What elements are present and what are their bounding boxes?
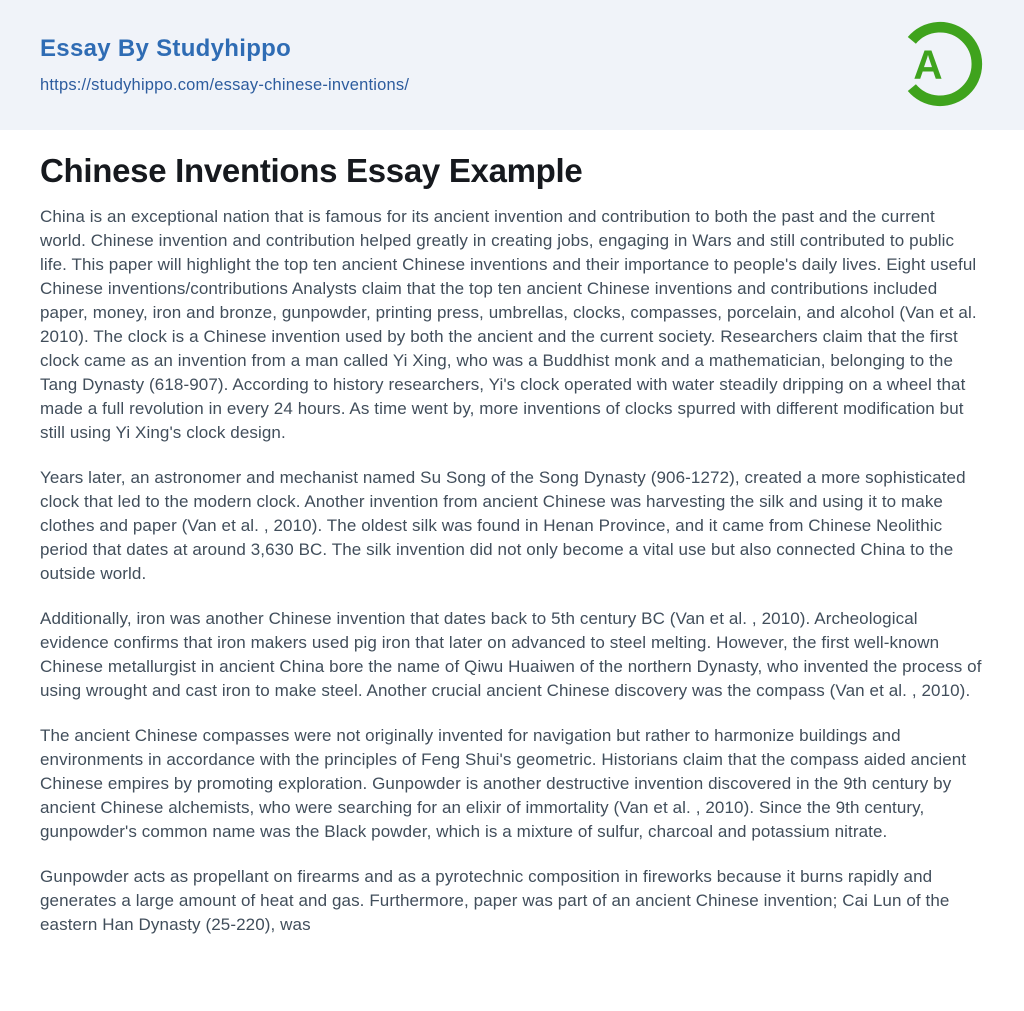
studyhippo-logo-icon xyxy=(894,18,986,110)
logo-letter: A xyxy=(913,41,943,88)
essay-paragraph-1: China is an exceptional nation that is famous for its ancient invention and contribution to both the past and the current world. Chinese invention and contribution helped greatly in creating jobs, engaging in Wars and still contributed to public life. This paper will highlight the top ten ancient Chinese inventions and their importance to people's daily lives. Eight useful Chinese inventions/contributions Analysts claim that the top ten ancient Chinese inventions and contributions included paper, money, iron and bronze, gunpowder, printing press, umbrellas, clocks, compasses, porcelain, and alcohol (Van et al. 2010). The clock is a Chinese invention used by both the ancient and the current society. Researchers claim that the first clock came as an invention from a man called Yi Xing, who was a Buddhist monk and a mathematician, belonging to the Tang Dynasty (618-907). According to history researchers, Yi's clock operated with water steadily dripping on a wheel that made a full revolution in every 24 hours. As time went by, more inventions of clocks spurred with different modification but still using Yi Xing's clock design. xyxy=(40,206,977,442)
essay-paragraph-4: The ancient Chinese compasses were not originally invented for navigation but rather to harmonize buildings and environments in accordance with the principles of Feng Shui's geometric. Historians claim that the compass aided ancient Chinese empires by promoting exploration. Gunpowder is another destructive invention discovered in the 9th century by ancient Chinese alchemists, who were searching for an elixir of immortality (Van et al. , 2010). Since the 9th century, gunpowder's common name was the Black powder, which is a mixture of sulfur, charcoal and potassium nitrate. xyxy=(40,725,967,841)
essay-paragraph-3: Additionally, iron was another Chinese invention that dates back to 5th century BC (Van et al. , 2010). Archeological evidence confirms that iron makers used pig iron that later on advanced to steel melting. However, the first well-known Chinese metallurgist in ancient China bore the name of Qiwu Huaiwen of the northern Dynasty, who invented the process of using wrought and cast iron to make steel. Another crucial ancient Chinese discovery was the compass (Van et al. , 2010). xyxy=(40,608,982,700)
essay-paragraph-2: Years later, an astronomer and mechanist named Su Song of the Song Dynasty (906-1272), created a more sophisticated clock that led to the modern clock. Another invention from ancient Chinese was harvesting the silk and using it to make clothes and paper (Van et al. , 2010). The oldest silk was found in Henan Province, and it came from Chinese Neolithic period that dates at around 3,630 BC. The silk invention did not only become a vital use but also connected China to the outside world. xyxy=(40,467,966,583)
essay-content xyxy=(0,152,1024,937)
source-url-link[interactable]: https://studyhippo.com/essay-chinese-inventions/ xyxy=(40,76,410,95)
essay-title: Chinese Inventions Essay Example xyxy=(40,152,583,189)
essay-paragraph-5: Gunpowder acts as propellant on firearms and as a pyrotechnic composition in fireworks because it burns rapidly and generates a large amount of heat and gas. Furthermore, paper was part of an ancient Chinese invention; Cai Lun of the eastern Han Dynasty (25-220), was xyxy=(40,866,950,934)
header-text-block xyxy=(40,36,984,95)
page-header xyxy=(0,0,1024,130)
site-title-link[interactable]: Essay By Studyhippo xyxy=(40,35,292,62)
